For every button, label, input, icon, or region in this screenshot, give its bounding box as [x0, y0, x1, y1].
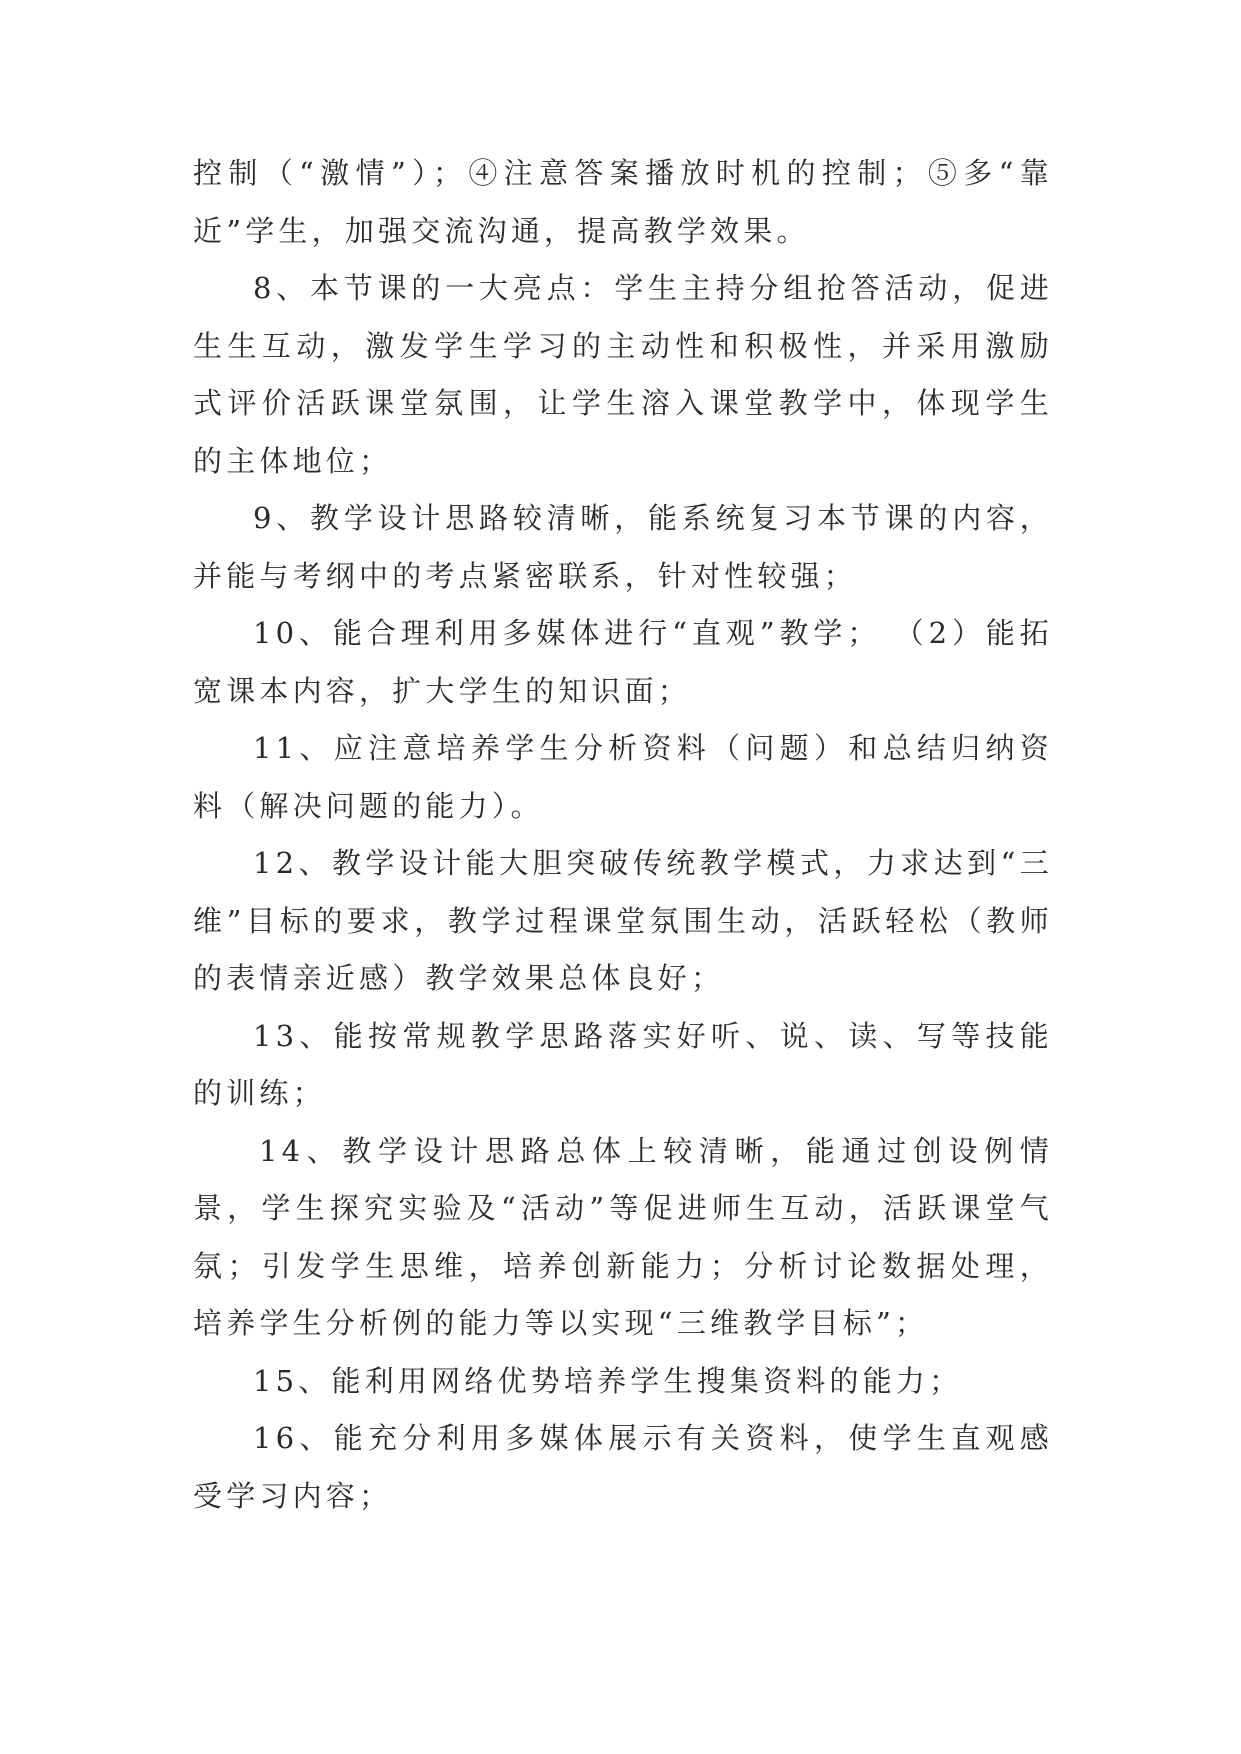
paragraph-item-16: 16、能充分利用多媒体展示有关资料，使学生直观感受学习内容；	[193, 1421, 1053, 1513]
paragraph-item-8: 8、本节课的一大亮点：学生主持分组抢答活动，促进生生互动，激发学生学习的主动性和积极性，并采用激励式评价活跃课堂氛围，让学生溶入课堂教学中，体现学生的主体地位；	[193, 271, 1053, 478]
paragraph-item-11: 11、应注意培养学生分析资料（问题）和总结归纳资料（解决问题的能力）。	[193, 731, 1053, 823]
paragraph-item-13: 13、能按常规教学思路落实好听、说、读、写等技能的训练；	[193, 1018, 1053, 1110]
paragraph-item-15: 15、能利用网络优势培养学生搜集资料的能力；	[253, 1363, 963, 1398]
paragraph-item-9: 9、教学设计思路较清晰，能系统复习本节课的内容，并能与考纲中的考点紧密联系，针对性较强；	[193, 501, 1053, 593]
paragraph-continuation: 控制（“激情”）；④注意答案播放时机的控制；⑤多“靠近”学生，加强交流沟通，提高教学效果。	[193, 156, 1053, 248]
paragraph-item-10: 10、能合理利用多媒体进行“直观”教学； （2）能拓宽课本内容，扩大学生的知识面；	[193, 616, 1053, 708]
paragraph-item-14: 14、教学设计思路总体上较清晰，能通过创设例情景，学生探究实验及“活动”等促进师生互动，活跃课堂气氛；引发学生思维，培养创新能力；分析讨论数据处理，培养学生分析例的能力等以实现“三维教学目标”；	[193, 1133, 1053, 1340]
paragraph-item-12: 12、教学设计能大胆突破传统教学模式，力求达到“三维”目标的要求，教学过程课堂氛围生动，活跃轻松（教师的表情亲近感）教学效果总体良好；	[193, 846, 1053, 995]
document-page	[193, 145, 1053, 1525]
